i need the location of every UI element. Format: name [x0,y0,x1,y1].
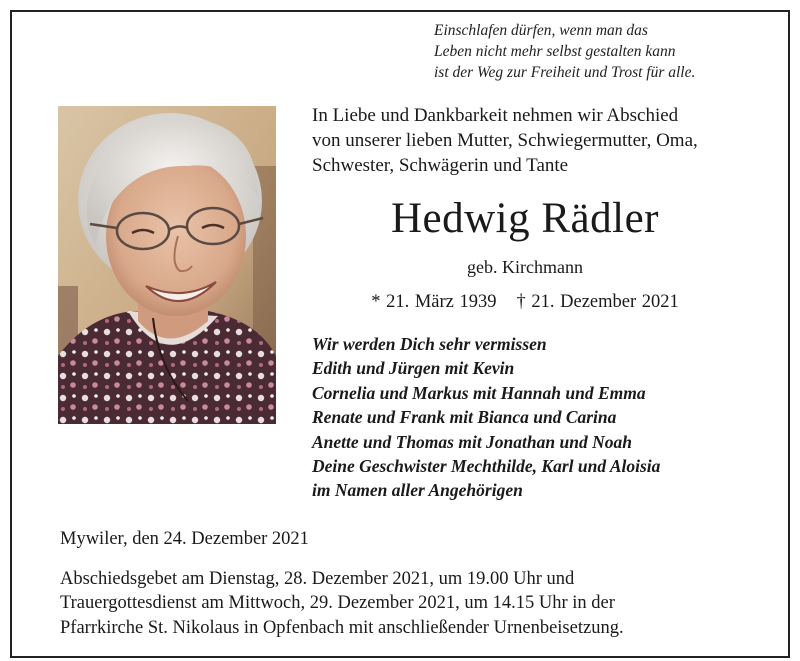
mourners-line: Cornelia und Markus mit Hannah und Emma [312,382,646,403]
mourners-line: Deine Geschwister Mechthilde, Karl und Aloisia [312,456,661,477]
birth-date: * 21. März 1939 [371,292,497,312]
service-line: Pfarrkirche St. Nikolaus in Opfenbach mit anschließender Urnenbeisetzung. [60,617,624,638]
place-and-date: Mywiler, den 24. Dezember 2021 [60,529,309,549]
mourners-line: Renate und Frank mit Bianca und Carina [312,407,617,428]
epigraph-line: Leben nicht mehr selbst gestalten kann [434,43,676,60]
mourners-line: im Namen aller Angehörigen [312,480,523,501]
epigraph [434,20,764,83]
service-details [60,567,760,640]
intro-line: Schwester, Schwägerin und Tante [312,155,569,176]
intro-text [312,103,762,178]
mourners-line: Edith und Jürgen mit Kevin [312,358,515,379]
birth-name: geb. Kirchmann [467,257,583,277]
service-line: Trauergottesdienst am Mittwoch, 29. Dezember 2021, um 14.15 Uhr in der [60,593,615,614]
life-dates [300,290,750,314]
service-line: Abschiedsgebet am Dienstag, 28. Dezember 2021, um 19.00 Uhr und [60,569,575,589]
epigraph-line: ist der Weg zur Freiheit und Trost für alle. [434,64,696,81]
intro-line: In Liebe und Dankbarkeit nehmen wir Abschied [312,105,679,126]
intro-line: von unserer lieben Mutter, Schwiegermutter, Oma, [312,130,698,151]
deceased-name: Hedwig Rädler [390,195,659,242]
mourners-list [312,332,772,503]
mourners-line: Anette und Thomas mit Jonathan und Noah [312,431,632,452]
portrait-photo [58,106,276,424]
mourners-line: Wir werden Dich sehr vermissen [312,334,547,354]
portrait-image [58,106,276,424]
death-date: † 21. Dezember 2021 [516,292,679,312]
epigraph-line: Einschlafen dürfen, wenn man das [434,22,648,39]
